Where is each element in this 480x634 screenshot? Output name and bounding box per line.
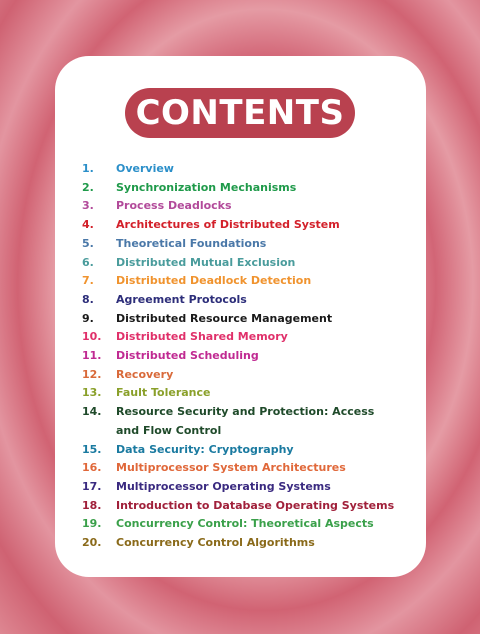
toc-item	[55, 272, 426, 291]
toc-item-number: 14.	[82, 405, 102, 419]
toc-item	[55, 459, 426, 478]
toc-item-number: 1.	[82, 162, 94, 175]
toc-item	[55, 291, 426, 310]
toc-item-title: Recovery	[116, 367, 174, 381]
toc-item-title: Distributed Resource Management	[116, 311, 333, 325]
toc-item-title: Process Deadlocks	[116, 199, 232, 213]
toc-item-title: Theoretical Foundations	[116, 236, 267, 250]
toc-item	[55, 384, 426, 403]
toc-item-title: Multiprocessor Operating Systems	[116, 479, 331, 493]
toc-item-number: 7.	[82, 274, 94, 288]
toc-item	[55, 534, 426, 553]
toc-item-title: Distributed Shared Memory	[116, 330, 288, 344]
toc-item	[55, 515, 426, 534]
toc-item-title: Architectures of Distributed System	[116, 218, 340, 232]
toc-item-title: Distributed Scheduling	[116, 349, 259, 363]
toc-item	[55, 478, 426, 497]
toc-item-number: 11.	[82, 349, 102, 363]
page-title: CONTENTS	[135, 93, 345, 133]
toc-item	[55, 235, 426, 254]
contents-card	[55, 56, 426, 577]
toc-item	[55, 197, 426, 216]
toc-item-title: Distributed Mutual Exclusion	[116, 255, 296, 269]
toc-item-title: Introduction to Database Operating Systems	[116, 498, 395, 512]
toc-item	[55, 366, 426, 385]
toc-item-number: 9.	[82, 311, 94, 325]
toc-item-number: 13.	[82, 386, 102, 400]
toc-item-title: Distributed Deadlock Detection	[116, 274, 312, 288]
toc-item-number: 12.	[82, 367, 102, 381]
toc-item-number: 19.	[82, 517, 102, 531]
toc-item	[55, 179, 426, 198]
toc-item-number: 15.	[82, 442, 102, 456]
toc-item-number: 2.	[82, 180, 94, 194]
toc-item-number: 5.	[82, 236, 94, 250]
toc-item	[55, 254, 426, 273]
toc-item-title: Synchronization Mechanisms	[116, 180, 297, 194]
toc-item-number: 18.	[82, 498, 102, 512]
toc-item-title: Fault Tolerance	[116, 386, 211, 400]
toc-item	[55, 497, 426, 516]
toc-item-number: 6.	[82, 255, 94, 269]
toc-item-title: Data Security: Cryptography	[116, 442, 294, 456]
toc-item-title: Multiprocessor System Architectures	[116, 461, 346, 475]
toc-item-number: 8.	[82, 292, 94, 306]
toc-item-number: 10.	[82, 330, 102, 344]
toc-item-title: Concurrency Control Algorithms	[116, 536, 315, 550]
toc-item-number: 16.	[82, 461, 102, 475]
toc-item	[55, 403, 426, 440]
toc-item-number: 17.	[82, 479, 102, 493]
toc-item-title: Overview	[116, 162, 174, 175]
toc-item	[55, 441, 426, 460]
toc-item-title: Concurrency Control: Theoretical Aspects	[116, 517, 374, 531]
toc-item-number: 20.	[82, 536, 102, 550]
toc-item-number: 3.	[82, 199, 94, 213]
toc-item	[55, 310, 426, 329]
toc-item-title: Agreement Protocols	[116, 292, 247, 306]
toc-item-title: Resource Security and Protection: Access and Flow Control	[116, 405, 375, 437]
toc-item	[55, 328, 426, 347]
title-badge	[125, 88, 355, 138]
toc-item	[55, 347, 426, 366]
toc-item	[55, 160, 426, 179]
toc-item	[55, 216, 426, 235]
table-of-contents	[55, 160, 426, 553]
toc-item-number: 4.	[82, 218, 94, 232]
